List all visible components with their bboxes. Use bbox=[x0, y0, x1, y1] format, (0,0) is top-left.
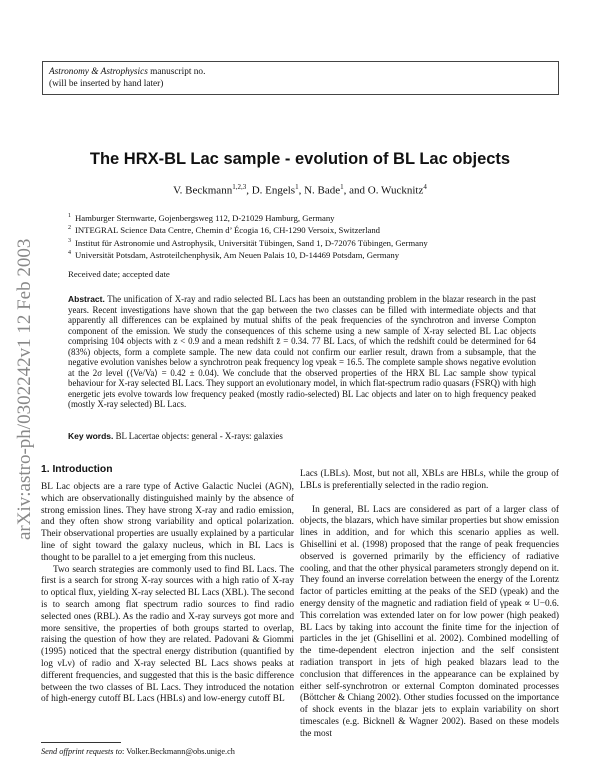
abstract-text: The unification of X-ray and radio selected BL Lacs has been an outstanding problem in the blazar research in the past years. Recent investigations have shown that the gap between the two classes can be filled with intermediate objects and that apparently all differences can be explained by mutual shifts of the peak frequencies of the synchrotron and inverse Compton component of the emission. We study the consequences of this scheme using a new sample of X-ray selected BL Lac objects comprising 104 objects with z < 0.9 and a mean redshift z̄ = 0.34. 77 BL Lacs, of which the redshift could be determined for 64 (83%) objects, form a complete sample. The new data could not confirm our earlier result, drawn from a subsample, that the negative evolution vanishes below a synchrotron peak frequency log νpeak = 16.5. The complete sample shows negative evolution at the 2σ level (⟨Ve/Va⟩ = 0.42 ± 0.04). We conclude that the observed properties of the HRX BL Lac sample show typical behaviour for X-ray selected BL Lacs. They support an evolutionary model, in which flat-spectrum radio quasars (FSRQ) with high energetic jets evolve towards low frequency peaked (mostly radio-selected) BL Lac objects and later on to high frequency peaked (mostly X-ray selected) BL Lacs. bbox=[68, 294, 537, 409]
paragraph: Lacs (LBLs). Most, but not all, XBLs are HBLs, while the group of LBLs is preferentially selected in the radio region. bbox=[300, 469, 559, 491]
section-heading: 1. Introduction bbox=[41, 464, 113, 475]
journal-name: Astronomy & Astrophysics bbox=[49, 67, 148, 77]
journal-header-box bbox=[42, 61, 559, 95]
footnote-label: Send offprint requests to bbox=[41, 747, 123, 756]
footnote bbox=[41, 747, 235, 756]
author-separator: , and bbox=[343, 184, 368, 197]
affiliation-number: 3 bbox=[68, 237, 71, 244]
author-affil-marker: 1 bbox=[340, 183, 344, 191]
author-affil-marker: 4 bbox=[423, 183, 427, 191]
abstract bbox=[68, 294, 536, 410]
affiliation-number: 2 bbox=[68, 225, 71, 232]
affiliation-list bbox=[68, 211, 548, 261]
affiliation-text: Institut für Astronomie und Astrophysik, Universität Tübingen, Sand 1, D-72076 Tübingen, Germany bbox=[75, 237, 428, 248]
paper-title: The HRX-BL Lac sample - evolution of BL Lac objects bbox=[89, 150, 511, 168]
author: V. Beckmann bbox=[173, 184, 233, 197]
author-separator: , bbox=[246, 184, 252, 197]
affiliation-number: 1 bbox=[68, 213, 71, 219]
affiliation-number: 4 bbox=[68, 250, 71, 257]
affiliation-text: Hamburger Sternwarte, Gojenbergsweg 112, D-21029 Hamburg, Germany bbox=[75, 212, 335, 223]
journal-line-1 bbox=[49, 66, 558, 78]
affiliation-text: INTEGRAL Science Data Centre, Chemin d’ Écogia 16, CH-1290 Versoix, Switzerland bbox=[75, 225, 381, 236]
paragraph: Two search strategies are commonly used to find BL Lacs. The first is a search for strong X-ray sources with a high ratio of X-ray to optical flux, yielding X-ray selected BL Lacs (XBL). The second is to search among flat spectrum radio sources to find radio selected ones (RBL). As the radio and X-ray surveys got more and more sensitive, the properties of both groups started to overlap, raising the question of how they are related. Padovani & Giommi (1995) noticed that the spectral energy distribution (quantified by log νLν) of radio and X-ray selected BL Lacs shows peaks at different frequencies, and suggested that this is the basic difference between the two classes of BL Lacs. They introduced the notation of high-energy cutoff BL Lacs (HBLs) and low-energy cutoff BL bbox=[41, 564, 294, 705]
affiliation bbox=[68, 211, 548, 223]
author-affil-marker: 1,2,3 bbox=[232, 183, 247, 191]
right-column bbox=[300, 469, 559, 741]
keywords-label: Key words. bbox=[68, 431, 114, 441]
manuscript-no: manuscript no. bbox=[147, 67, 206, 77]
author: D. Engels bbox=[251, 184, 296, 197]
affiliation bbox=[68, 223, 548, 235]
author-list bbox=[0, 183, 600, 197]
keywords-text: BL Lacertae objects: general - X-rays: galaxies bbox=[115, 431, 283, 441]
author: O. Wucknitz bbox=[367, 184, 424, 197]
author-separator: , bbox=[298, 184, 305, 197]
author: N. Bade bbox=[304, 184, 341, 197]
affiliation bbox=[68, 248, 548, 260]
keywords bbox=[68, 431, 283, 441]
left-column bbox=[41, 482, 294, 706]
abstract-label: Abstract. bbox=[68, 294, 105, 304]
arxiv-side-label: arXiv:astro-ph/0302242v1 12 Feb 2003 bbox=[14, 238, 35, 540]
footnote-email: : Volker.Beckmann@obs.unige.ch bbox=[122, 747, 235, 756]
author-affil-marker: 1 bbox=[295, 183, 299, 191]
affiliation-text: Universität Potsdam, Astroteilchenphysik, Am Neuen Palais 10, D-14469 Potsdam, Germany bbox=[75, 250, 400, 261]
paragraph: BL Lac objects are a rare type of Active Galactic Nuclei (AGN), which are observationally distinguished mainly by the absence of strong emission lines. They have strong X-ray and radio emission, and they often show strong variability and optical polarization. Their observational properties are usually explained by a particular line of sight toward the galaxy nucleus, which in BL Lacs is thought to be parallel to a jet emerging from this nucleus. bbox=[41, 482, 294, 563]
affiliation bbox=[68, 236, 548, 248]
footnote-rule bbox=[41, 742, 121, 743]
paragraph: In general, BL Lacs are considered as part of a larger class of objects, the blazars, which have similar properties but show emission lines in addition, and for which this scenario applies as well. Ghisellini et al. (1998) proposed that the range of peak frequencies observed is governed primarily by the efficiency of radiative cooling, and that the other physical parameters strongly depend on it. They found an inverse correlation between the energy of the Lorentz factor of particles emitting at the peaks of the SED (γpeak) and the energy density of the magnetic and radiation field of γpeak ∝ U−0.6. This correlation was extended later on for low power (high peaked) BL Lacs by taking into account the finite time for the injection of particles in the jet (Ghisellini et al. 2002). Combined modelling of the time-dependent electron injection and the self consistent radiation transport in jets of high peaked blazars lead to the conclusion that differences in the appearance can be explained by either self-synchrotron or external Compton dominated processes (Böttcher & Chiang 2002). Other studies focussed on the importance of shock events in the blazar jets to explain variability on short timescales (e.g. Bicknell & Wagner 2002). Based on these models the most bbox=[300, 504, 559, 739]
received-date: Received date; accepted date bbox=[68, 269, 170, 279]
journal-line-2: (will be inserted by hand later) bbox=[49, 79, 164, 89]
